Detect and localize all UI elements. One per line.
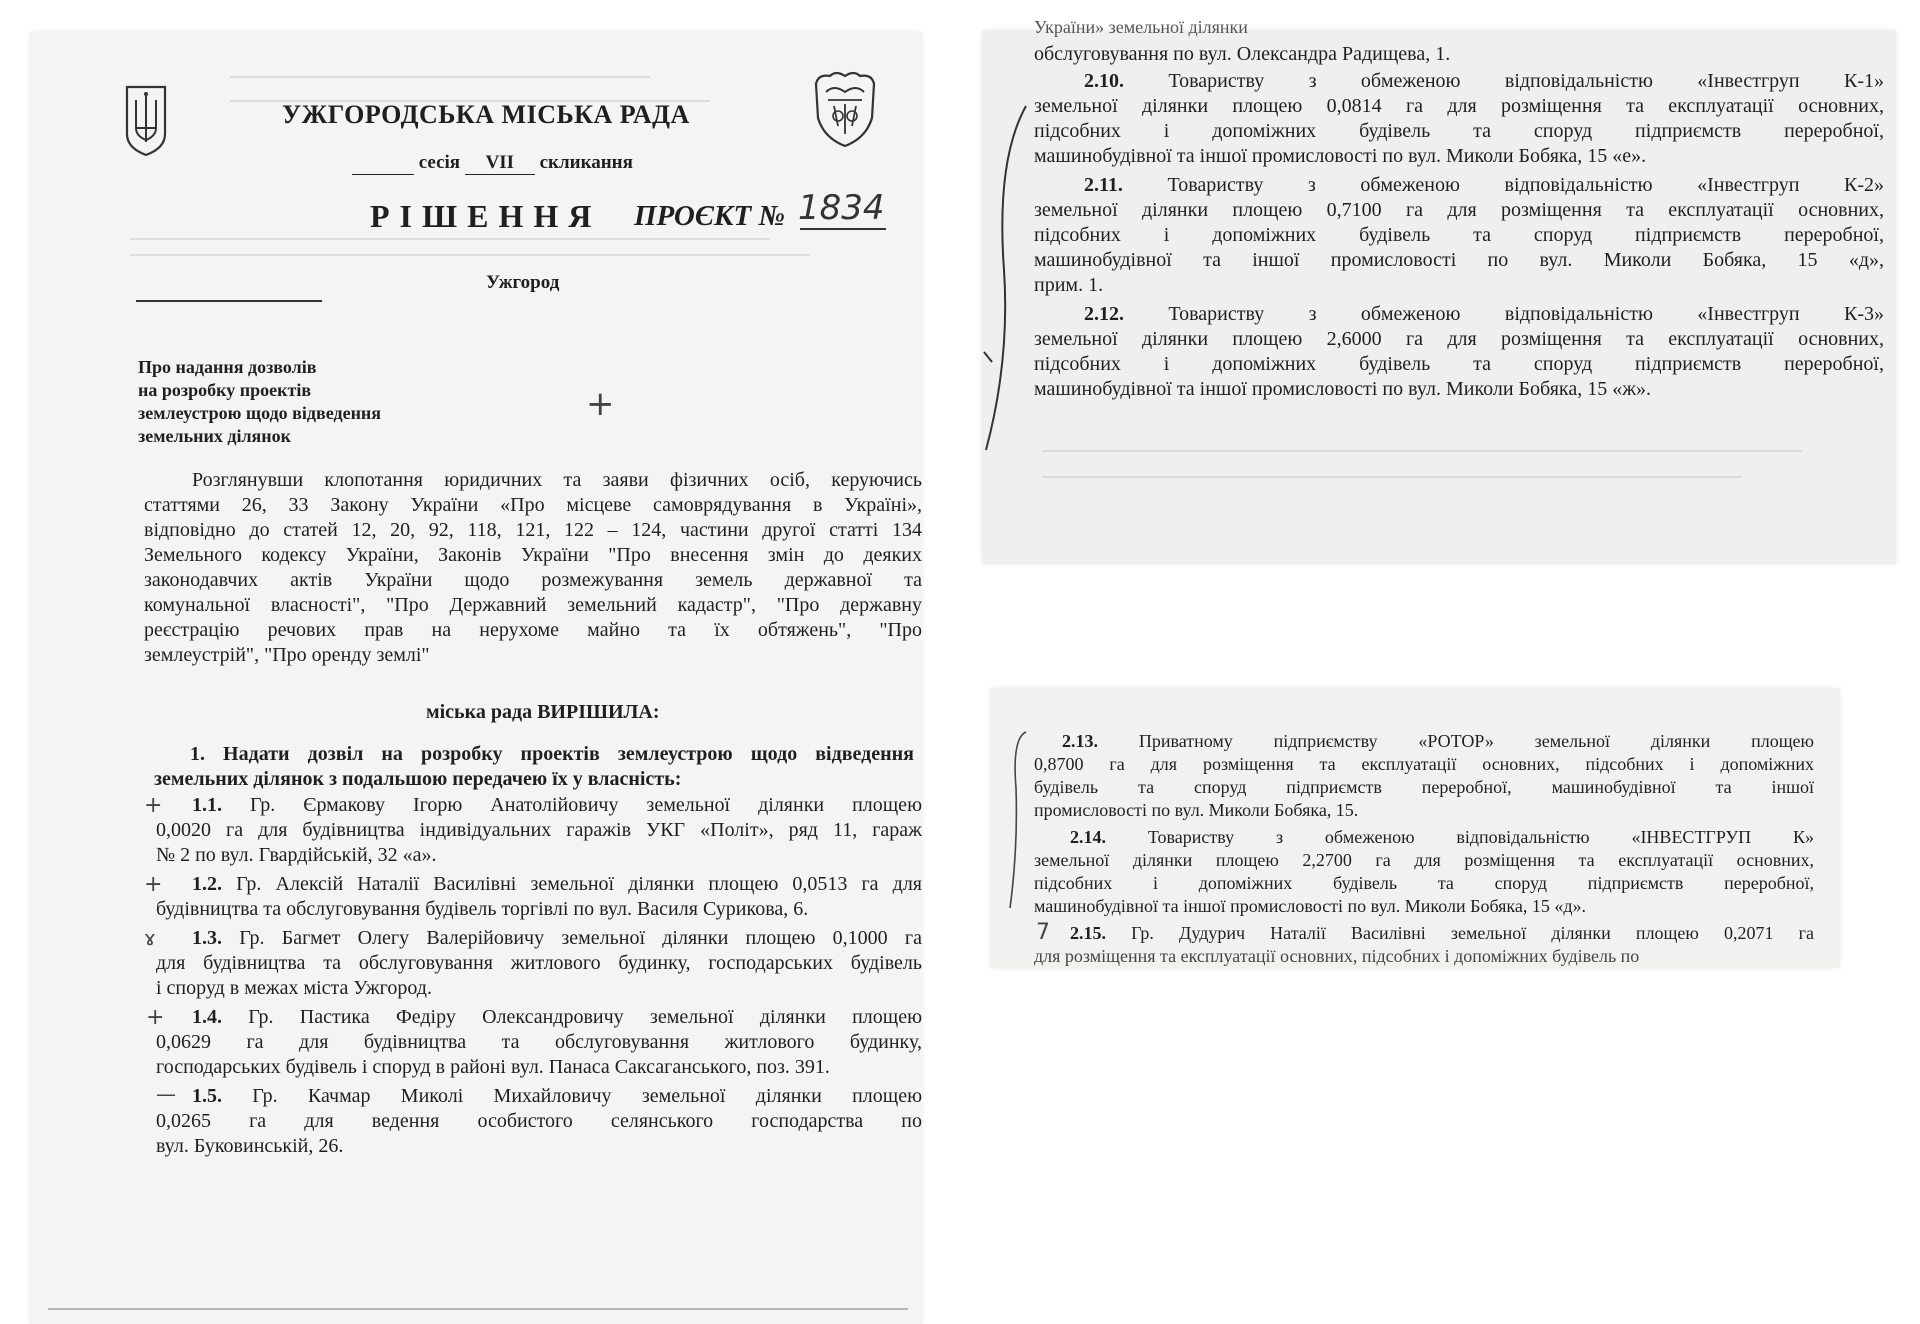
item-number: 1.2. (192, 873, 222, 895)
plus-mark: + (586, 384, 615, 424)
list-item-1-1 (144, 793, 923, 868)
item-line: земельної ділянки площею 2,2700 га для розміщення та експлуатації основних, (1034, 850, 1814, 870)
item-line: Товариству з обмеженою відповідальністю «Інвестгруп К-1» (1168, 70, 1884, 92)
list-item-2-10 (1034, 69, 1884, 169)
item-line: і споруд в межах міста Ужгород. (156, 977, 432, 999)
continued-line: обслуговування по вул. Олександра Радищева, 1. (1034, 43, 1451, 65)
city-name: Ужгород (486, 272, 560, 293)
document-page-right-top (982, 17, 1896, 564)
item-line: земельної ділянки площею 0,7100 га для розміщення та експлуатації основних, (1034, 199, 1884, 221)
preamble-line: Розглянувши клопотання юридичних та заяви фізичних осіб, керуючись (192, 469, 922, 491)
tick-mark: ɤ (144, 926, 156, 950)
dash-mark: — (156, 1082, 176, 1106)
item-line: Гр. Єрмакову Ігорю Анатолійовичу земельної ділянки площею (249, 794, 923, 816)
preamble-line: реєстрацію речових прав на нерухоме майно та їх обтяжень", "Про (144, 619, 922, 641)
subject-line: Про надання дозволів (138, 357, 317, 377)
list-item-2-11 (1034, 173, 1884, 298)
item-number: 2.10. (1084, 70, 1124, 92)
item-number: 2.11. (1084, 174, 1123, 196)
item-line: підсобних і допоміжних будівель та споруд підприємств переробної, (1034, 120, 1884, 142)
handwritten-bracket-icon (1004, 728, 1034, 918)
item-list-left (144, 793, 923, 1159)
item-line: будівель та споруд підприємств переробної, машинобудівної та іншої (1034, 777, 1814, 797)
decision-subject (138, 356, 381, 448)
handwritten-seven-mark: 7 (1036, 920, 1050, 945)
resolved-heading: міська рада ВИРІШИЛА: (426, 701, 660, 723)
page-bottom-edge (48, 1308, 908, 1310)
session-line (352, 152, 633, 175)
plus-mark: + (144, 793, 163, 818)
project-number-underline (800, 228, 886, 230)
item-number: 2.14. (1070, 827, 1106, 847)
preamble-paragraph (144, 468, 922, 668)
item-line-cut-off: для розміщення та експлуатації основних, підсобних і допоміжних будівель по (1034, 946, 1640, 966)
item-line: Товариству з обмеженою відповідальністю «Інвестгруп К-2» (1167, 174, 1885, 196)
item-number: 1.5. (192, 1085, 222, 1107)
convocation-word: скликання (539, 152, 633, 173)
item-line: машинобудівної та іншої промисловості по вул. Миколи Бобяка, 15 «е». (1034, 145, 1647, 167)
item-line: земельної ділянки площею 2,6000 га для розміщення та експлуатації основних, (1034, 328, 1884, 350)
item-line: Товариству з обмеженою відповідальністю «ІНВЕСТГРУП К» (1147, 827, 1814, 847)
subject-line: на розробку проектів (138, 380, 312, 400)
item-line: Гр. Качмар Миколі Михайловичу земельної ділянки площею (252, 1085, 923, 1107)
preamble-line: відповідно до статей 12, 20, 92, 118, 121, 122 – 124, частини другої статті 134 (144, 519, 922, 541)
bleed-line (130, 238, 770, 240)
session-number-blank (352, 152, 414, 175)
subject-line: землеустрою щодо відведення (138, 403, 382, 423)
item-line: вул. Буковинській, 26. (156, 1135, 344, 1157)
project-number-handwritten: 1834 (798, 188, 885, 228)
item-line: підсобних і допоміжних будівель та споруд підприємств переробної, (1034, 873, 1814, 893)
item-number: 1.4. (192, 1006, 222, 1028)
item-line: машинобудівної та іншої промисловості по вул. Миколи Бобяка, 15 «д». (1034, 896, 1587, 916)
item-1-heading (154, 742, 914, 792)
project-label: ПРОЄКТ № (634, 200, 786, 232)
item-line: машинобудівної та іншої промисловості по вул. Миколи Бобяка, 15 «ж». (1034, 378, 1652, 400)
preamble-line: законодавчих актів України щодо розмежування земель державної та (144, 569, 922, 591)
item-line: № 2 по вул. Гвардійській, 32 «а». (156, 844, 437, 866)
session-word: сесія (418, 152, 461, 173)
item-line: Гр. Багмет Олегу Валерійовичу земельної ділянки площею 0,1000 га (239, 927, 922, 949)
item-line: Гр. Алексій Наталії Василівні земельної ділянки площею 0,0513 га для (236, 873, 922, 895)
list-item-2-14 (1034, 826, 1814, 918)
right-top-content (1034, 42, 1884, 402)
item-1-line: 1. Надати дозвіл на розробку проектів землеустрою щодо відведення (190, 743, 914, 765)
convocation-number: VII (465, 152, 535, 175)
list-item-2-13 (1034, 730, 1814, 822)
item-number: 1.1. (192, 794, 222, 816)
item-1-line: земельних ділянок з подальшою передачею їх у власність: (154, 768, 682, 790)
item-line: промисловості по вул. Миколи Бобяка, 15. (1034, 800, 1359, 820)
bleed-line (130, 254, 810, 256)
list-item-1-3 (144, 926, 922, 1001)
bleed-line (230, 76, 650, 78)
handwritten-bracket-icon (982, 100, 1042, 460)
item-line: 0,8700 га для розміщення та експлуатації основних, підсобних і допоміжних (1034, 754, 1814, 774)
item-number: 2.15. (1070, 923, 1106, 943)
bleed-line (1042, 450, 1802, 452)
item-line: 0,0020 га для будівництва індивідуальних гаражів УКГ «Політ», ряд 11, гараж (156, 819, 922, 841)
item-line: 0,0629 га для будівництва та обслуговування житлового будинку, (156, 1031, 922, 1053)
city-coat-of-arms-icon (808, 70, 882, 148)
item-line: Приватному підприємству «РОТОР» земельної ділянки площею (1138, 731, 1814, 751)
list-item-2-15 (1034, 920, 1814, 966)
list-item-2-12 (1034, 302, 1884, 402)
bleed-line (1042, 476, 1742, 478)
item-line: земельної ділянки площею 0,0814 га для розміщення та експлуатації основних, (1034, 95, 1884, 117)
item-line: господарських будівель і споруд в районі вул. Панаса Саксаганського, поз. 391. (156, 1056, 830, 1078)
subject-line: земельних ділянок (138, 426, 292, 446)
item-line: підсобних і допоміжних будівель та споруд підприємств переробної, (1034, 224, 1884, 246)
preamble-line: статтями 26, 33 Закону України «Про місцеве самоврядування в Україні», (144, 494, 922, 516)
item-number: 2.12. (1084, 303, 1124, 325)
document-page-left (30, 32, 922, 1324)
preamble-line: комунальної власності", "Про Державний земельний кадастр", "Про державну (144, 594, 922, 616)
item-line: Гр. Пастика Федіру Олександровичу земельної ділянки площею (248, 1006, 923, 1028)
item-line: для будівництва та обслуговування житлового будинку, господарських будівель (156, 952, 922, 974)
list-item-1-4 (146, 1005, 923, 1080)
item-line: Гр. Дудурич Наталії Василівні земельної ділянки площею 0,2071 га (1131, 923, 1814, 943)
item-line: підсобних і допоміжних будівель та споруд підприємств переробної, (1034, 353, 1884, 375)
right-bottom-content (1034, 730, 1814, 966)
item-line: машинобудівної та іншої промисловості по вул. Миколи Бобяка, 15 «д», (1034, 249, 1884, 271)
date-blank-line (136, 300, 322, 302)
document-page-right-bottom (990, 688, 1840, 968)
list-item-1-2 (144, 872, 922, 922)
item-line: Товариству з обмеженою відповідальністю «Інвестгруп К-3» (1168, 303, 1884, 325)
cut-off-line: України» земельної ділянки (1034, 17, 1248, 37)
preamble-line: землеустрій", "Про оренду землі" (144, 644, 430, 666)
item-line: будівництва та обслуговування будівель торгівлі по вул. Василя Сурикова, 6. (156, 898, 809, 920)
item-line: прим. 1. (1034, 274, 1104, 296)
item-number: 2.13. (1062, 731, 1098, 751)
item-number: 1.3. (192, 927, 222, 949)
item-line: 0,0265 га для ведення особистого селянського господарства по (156, 1110, 922, 1132)
council-title: УЖГОРОДСЬКА МІСЬКА РАДА (282, 100, 690, 129)
plus-mark: + (144, 872, 163, 897)
decision-heading: РІШЕННЯ (370, 198, 602, 234)
plus-mark: + (146, 1005, 165, 1030)
list-item-1-5 (156, 1084, 922, 1159)
preamble-line: Земельного кодексу України, Законів України "Про внесення змін до деяких (144, 544, 922, 566)
trident-emblem-icon (124, 84, 168, 158)
